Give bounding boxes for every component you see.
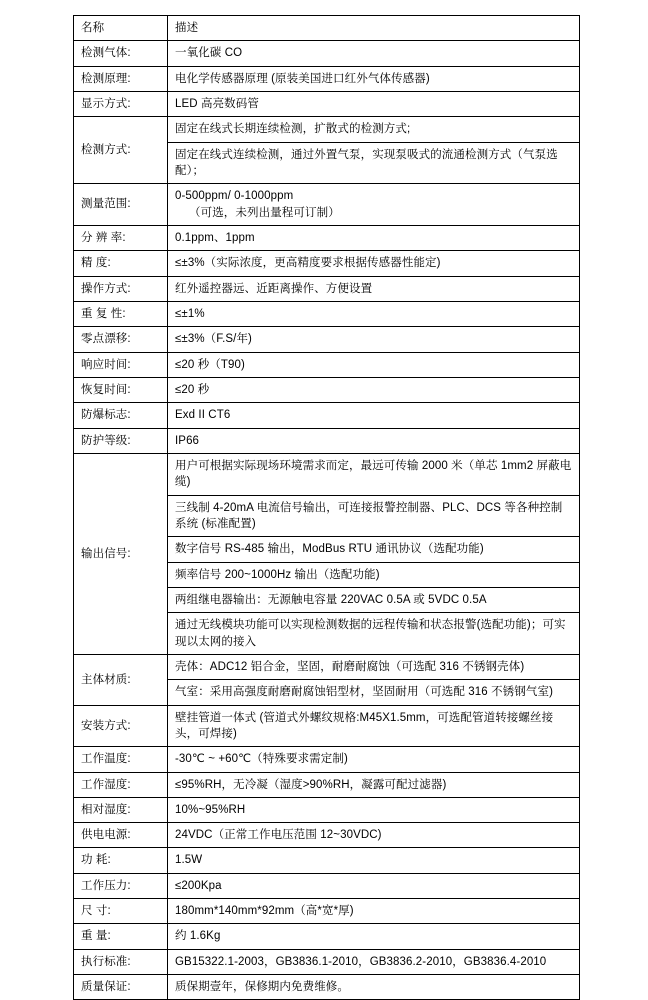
- row-value-output-1: 用户可根据实际现场环境需求而定，最远可传输 2000 米（单芯 1mm2 屏蔽电缆): [168, 453, 580, 495]
- row-value-work-pressure: ≤200Kpa: [168, 873, 580, 898]
- row-label-resolution: 分 辨 率:: [74, 225, 168, 250]
- table-row-detect-mode-a: [74, 117, 580, 142]
- row-label-ex-mark: 防爆标志:: [74, 403, 168, 428]
- row-value-work-humidity: ≤95%RH，无冷凝（湿度>90%RH，凝露可配过滤器): [168, 772, 580, 797]
- table-row-warranty: [74, 975, 580, 1000]
- row-value-output-5: 两组继电器输出：无源触电容量 220VAC 0.5A 或 5VDC 0.5A: [168, 587, 580, 612]
- row-value-ex-mark: Exd II CT6: [168, 403, 580, 428]
- table-row-response-time: [74, 352, 580, 377]
- row-label-standards: 执行标准:: [74, 949, 168, 974]
- row-label-operation: 操作方式:: [74, 276, 168, 301]
- row-label-response-time: 响应时间:: [74, 352, 168, 377]
- table-row-work-humidity: [74, 772, 580, 797]
- table-row-operation: [74, 276, 580, 301]
- row-label-gas: 检测气体:: [74, 41, 168, 66]
- table-row-power-supply: [74, 823, 580, 848]
- specification-table: [73, 15, 580, 1000]
- table-row-recovery-time: [74, 377, 580, 402]
- row-value-output-3: 数字信号 RS-485 输出，ModBus RTU 通讯协议（选配功能): [168, 537, 580, 562]
- table-row-work-pressure: [74, 873, 580, 898]
- row-value-repeatability: ≤±1%: [168, 301, 580, 326]
- row-label-range: 测量范围:: [74, 184, 168, 226]
- row-value-work-temp: -30℃ ~ +60℃（特殊要求需定制): [168, 747, 580, 772]
- row-label-repeatability: 重 复 性:: [74, 301, 168, 326]
- row-label-material: 主体材质:: [74, 654, 168, 705]
- table-row-resolution: [74, 225, 580, 250]
- row-value-power-supply: 24VDC（正常工作电压范围 12~30VDC): [168, 823, 580, 848]
- row-value-output-2: 三线制 4-20mA 电流信号输出，可连接报警控制器、PLC、DCS 等各种控制系统 (标准配置): [168, 495, 580, 537]
- row-label-output-signal: 输出信号:: [74, 453, 168, 654]
- row-label-power-consumption: 功 耗:: [74, 848, 168, 873]
- row-value-weight: 约 1.6Kg: [168, 924, 580, 949]
- table-row-weight: [74, 924, 580, 949]
- row-label-zero-drift: 零点漂移:: [74, 327, 168, 352]
- specification-table-container: [73, 15, 579, 1000]
- row-value-ip-rating: IP66: [168, 428, 580, 453]
- header-desc-label: 描述: [168, 16, 580, 41]
- row-value-rel-humidity: 10%~95%RH: [168, 797, 580, 822]
- row-label-ip-rating: 防护等级:: [74, 428, 168, 453]
- table-row-standards: [74, 949, 580, 974]
- table-row-repeatability: [74, 301, 580, 326]
- row-value-dimensions: 180mm*140mm*92mm（高*宽*厚): [168, 899, 580, 924]
- row-value-standards: GB15322.1-2003，GB3836.1-2010，GB3836.2-2010，GB3836.4-2010: [168, 949, 580, 974]
- row-value-accuracy: ≤±3%（实际浓度，更高精度要求根据传感器性能定): [168, 251, 580, 276]
- row-label-recovery-time: 恢复时间:: [74, 377, 168, 402]
- row-label-warranty: 质量保证:: [74, 975, 168, 1000]
- row-label-work-humidity: 工作湿度:: [74, 772, 168, 797]
- row-label-work-pressure: 工作压力:: [74, 873, 168, 898]
- row-label-display: 显示方式:: [74, 91, 168, 116]
- row-label-mounting: 安装方式:: [74, 705, 168, 747]
- row-value-output-6: 通过无线模块功能可以实现检测数据的远程传输和状态报警(选配功能)；可实现以太网的接入: [168, 613, 580, 655]
- row-value-gas: 一氧化碳 CO: [168, 41, 580, 66]
- table-header-row: [74, 16, 580, 41]
- range-primary-line: 0-500ppm/ 0-1000ppm: [175, 190, 294, 203]
- row-label-detect-mode: 检测方式:: [74, 117, 168, 184]
- table-row-ip-rating: [74, 428, 580, 453]
- row-value-zero-drift: ≤±3%（F.S/年): [168, 327, 580, 352]
- row-label-rel-humidity: 相对湿度:: [74, 797, 168, 822]
- row-label-power-supply: 供电电源:: [74, 823, 168, 848]
- table-row-display: [74, 91, 580, 116]
- table-row-dimensions: [74, 899, 580, 924]
- table-row-gas: [74, 41, 580, 66]
- row-value-range: [168, 184, 580, 226]
- table-row-material-1: [74, 654, 580, 679]
- table-row-range: [74, 184, 580, 226]
- table-row-power-consumption: [74, 848, 580, 873]
- row-value-principle: 电化学传感器原理 (原装美国进口红外气体传感器): [168, 66, 580, 91]
- table-row-output-1: [74, 453, 580, 495]
- row-value-detect-mode-a: 固定在线式长期连续检测，扩散式的检测方式;: [168, 117, 580, 142]
- header-name-label: 名称: [74, 16, 168, 41]
- row-value-power-consumption: 1.5W: [168, 848, 580, 873]
- row-value-display: LED 高亮数码管: [168, 91, 580, 116]
- range-note-line: （可选，未列出量程可订制）: [189, 206, 340, 219]
- table-row-ex-mark: [74, 403, 580, 428]
- table-row-mounting: [74, 705, 580, 747]
- table-row-accuracy: [74, 251, 580, 276]
- row-value-operation: 红外遥控器远、近距离操作、方便设置: [168, 276, 580, 301]
- row-label-weight: 重 量:: [74, 924, 168, 949]
- table-row-zero-drift: [74, 327, 580, 352]
- row-value-warranty: 质保期壹年，保修期内免费维修。: [168, 975, 580, 1000]
- table-row-rel-humidity: [74, 797, 580, 822]
- row-value-output-4: 频率信号 200~1000Hz 输出（选配功能): [168, 562, 580, 587]
- row-value-mounting: 壁挂管道一体式 (管道式外螺纹规格:M45X1.5mm，可选配管道转接螺丝接头，可焊接): [168, 705, 580, 747]
- row-value-material-1: 壳体：ADC12 铝合金，坚固，耐磨耐腐蚀（可选配 316 不锈钢壳体): [168, 654, 580, 679]
- row-value-resolution: 0.1ppm、1ppm: [168, 225, 580, 250]
- row-label-dimensions: 尺 寸:: [74, 899, 168, 924]
- row-value-material-2: 气室：采用高强度耐磨耐腐蚀铝型材，坚固耐用（可选配 316 不锈钢气室): [168, 680, 580, 705]
- table-row-work-temp: [74, 747, 580, 772]
- row-label-principle: 检测原理:: [74, 66, 168, 91]
- table-row-principle: [74, 66, 580, 91]
- row-value-response-time: ≤20 秒（T90): [168, 352, 580, 377]
- row-label-accuracy: 精 度:: [74, 251, 168, 276]
- row-value-detect-mode-b: 固定在线式连续检测，通过外置气泵，实现泵吸式的流通检测方式（气泵选配）；: [168, 142, 580, 184]
- table-body: [74, 16, 580, 1000]
- row-value-recovery-time: ≤20 秒: [168, 377, 580, 402]
- row-label-work-temp: 工作温度:: [74, 747, 168, 772]
